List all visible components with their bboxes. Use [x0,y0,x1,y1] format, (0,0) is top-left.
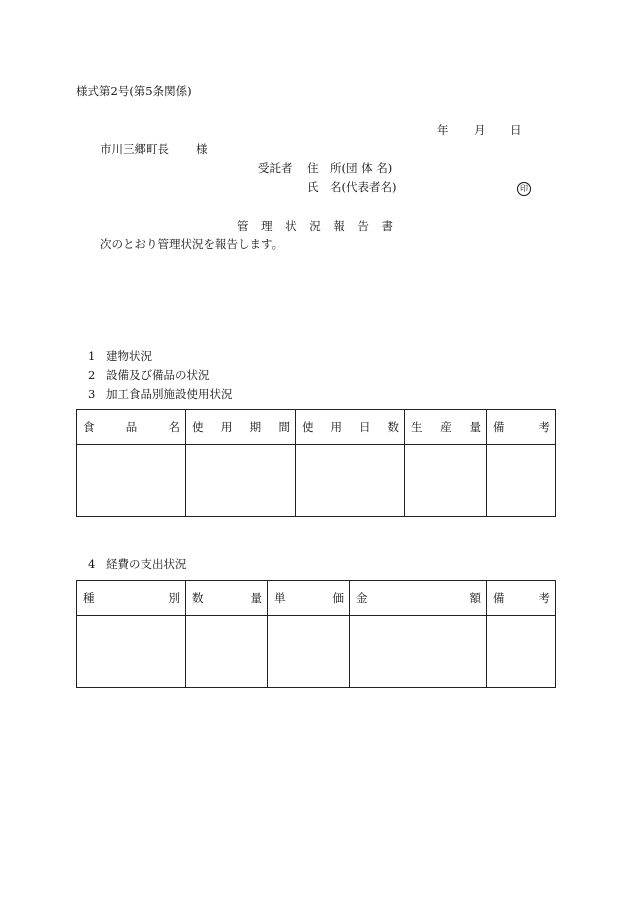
title-char: 状 [285,219,297,233]
category-cell[interactable] [77,616,186,688]
remarks-cell[interactable] [487,445,556,517]
production-volume-cell[interactable] [405,445,487,517]
expense-entry-row [77,616,556,688]
seal-icon: 印 [517,182,531,196]
section-4-label: 経費の支出状況 [106,557,187,571]
section-1-number: 1 [88,349,96,363]
header-usage-days: 使 用 日 数 [296,410,405,445]
amount-cell[interactable] [350,616,487,688]
title-char: 告 [357,219,369,233]
facility-usage-header-row [77,410,556,445]
food-name-cell[interactable] [77,445,186,517]
facility-usage-table [76,409,556,517]
document-title [237,219,393,233]
contractor-name-label: 氏 名(代表者名) [307,180,397,194]
title-char: 管 [237,219,249,233]
addressee-honorific: 様 [196,142,208,156]
header-remarks: 備 考 [487,581,556,616]
header-unit-price: 単 価 [268,581,350,616]
title-char: 報 [333,219,345,233]
header-amount: 金 額 [350,581,487,616]
contractor-address-label: 住 所(団 体 名) [307,161,393,175]
contractor-label: 受託者 [258,161,293,175]
header-category: 種 別 [77,581,186,616]
title-char: 理 [261,219,273,233]
form-number: 様式第2号(第5条関係) [76,84,192,98]
header-remarks: 備 考 [487,410,556,445]
date-day-label: 日 [510,123,522,137]
quantity-cell[interactable] [186,616,268,688]
remarks-cell[interactable] [487,616,556,688]
expense-table [76,580,556,688]
section-1-label: 建物状況 [106,349,152,363]
usage-days-cell[interactable] [296,445,405,517]
facility-usage-entry-row [77,445,556,517]
intro-text: 次のとおり管理状況を報告します。 [100,237,284,251]
title-char: 況 [309,219,321,233]
seal-mark [517,180,531,196]
header-food-name: 食 品 名 [77,410,186,445]
title-char: 書 [381,219,393,233]
section-2-number: 2 [88,368,96,382]
header-production-volume: 生 産 量 [405,410,487,445]
date-year-label: 年 [437,123,449,137]
usage-period-cell[interactable] [186,445,296,517]
date-month-label: 月 [474,123,486,137]
header-usage-period: 使 用 期 間 [186,410,296,445]
unit-price-cell[interactable] [268,616,350,688]
section-3-number: 3 [88,387,96,401]
section-4-number: 4 [88,557,96,571]
expense-header-row [77,581,556,616]
addressee-name: 市川三郷町長 [100,142,169,156]
section-2-label: 設備及び備品の状況 [106,368,210,382]
header-quantity: 数 量 [186,581,268,616]
section-3-label: 加工食品別施設使用状況 [106,387,233,401]
